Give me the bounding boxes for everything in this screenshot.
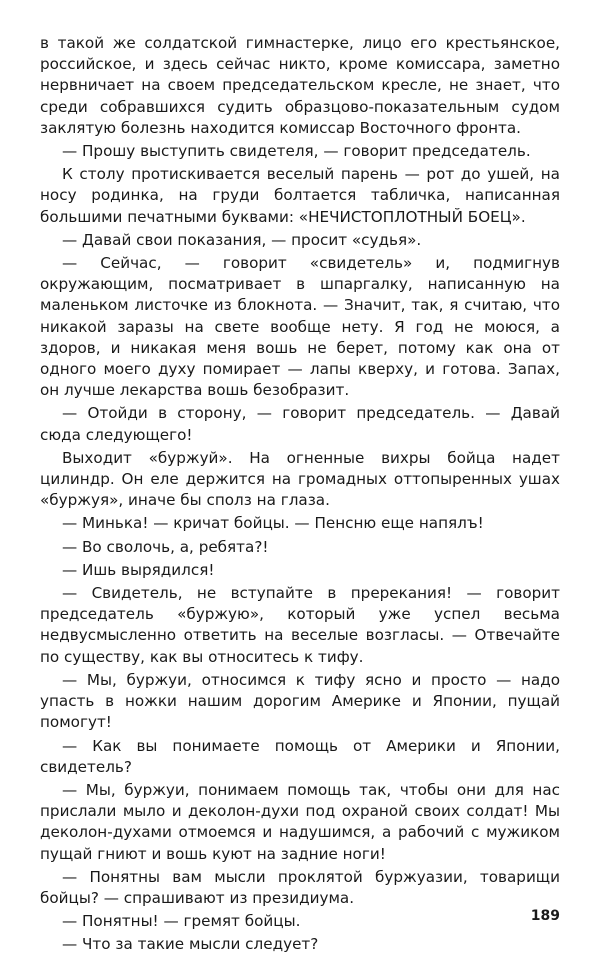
paragraph-8: — Минька! — кричат бойцы. — Пенсню еще напялъ!: [62, 514, 484, 533]
paragraph-2: — Прошу выступить свидетеля, — говорит председатель.: [62, 142, 531, 161]
paragraph-13: — Как вы понимаете помощь от Америки и Японии, свидетель?: [40, 736, 560, 776]
paragraph-10: — Ишь вырядился!: [62, 560, 215, 579]
paragraph-16: — Понятны! — гремят бойцы.: [62, 912, 301, 931]
paragraph-7: Выходит «буржуй». На огненные вихры бойца надет цилиндр. Он еле держится на громадных оттопыренных ушах «буржуя», иначе бы сполз на глаза.: [40, 448, 560, 510]
paragraph-14: — Мы, буржуи, понимаем помощь так, чтобы они для нас прислали мыло и деколон-духи под охраной своих солдат! Мы деколон-духами отмоемся и надушимся, а рабочий с мужиком пущай гниют и вошь куют на задние ноги!: [40, 780, 560, 863]
page-number: 189: [530, 908, 560, 924]
paragraph-4: — Давай свои показания, — просит «судья».: [62, 230, 422, 249]
paragraph-9: — Во сволочь, а, ребята?!: [62, 537, 269, 556]
paragraph-5: — Сейчас, — говорит «свидетель» и, подмигнув окружающим, посматривает в шпаргалку, написанную на маленьком листочке из блокнота. — Значит, так, я считаю, что никакой заразы на свете вообще нету. Я год не моюся, а здоров, и никакая меня вошь не берет, потому как она от одного моего духу помирает — лапы кверху, и готова. Запах, он лучше лекарства вошь безобразит.: [40, 254, 560, 400]
paragraph-3: К столу протискивается веселый парень — рот до ушей, на носу родинка, на груди болтается табличка, написанная большими печатными буквами: «НЕЧИСТОПЛОТНЫЙ БОЕЦ».: [40, 165, 560, 226]
book-page-text: [40, 33, 560, 958]
paragraph-6: — Отойди в сторону, — говорит председатель. — Давай сюда следующего!: [40, 404, 560, 444]
paragraph-15: — Понятны вам мысли проклятой буржуазии, товарищи бойцы? — спрашивают из президиума.: [40, 867, 560, 907]
paragraph-17: — Что за такие мысли следует?: [62, 935, 319, 954]
paragraph-11: — Свидетель, не вступайте в пререкания! — говорит председатель «буржую», который уже успел весьма недвусмысленно ответить на веселые возгласы. — Отвечайте по существу, как вы относитесь к тифу.: [40, 584, 560, 666]
paragraph-1: в такой же солдатской гимнастерке, лицо его крестьянское, российское, и здесь сейчас никто, кроме комиссара, заметно нервничает на своем председательском кресле, не знает, что среди собравшихся судить образцово-показательным судом заклятую болезнь находится комиссар Восточного фронта.: [40, 34, 560, 137]
paragraph-12: — Мы, буржуи, относимся к тифу ясно и просто — надо упасть в ножки нашим дорогим Америке и Японии, пущай помогут!: [40, 670, 560, 732]
